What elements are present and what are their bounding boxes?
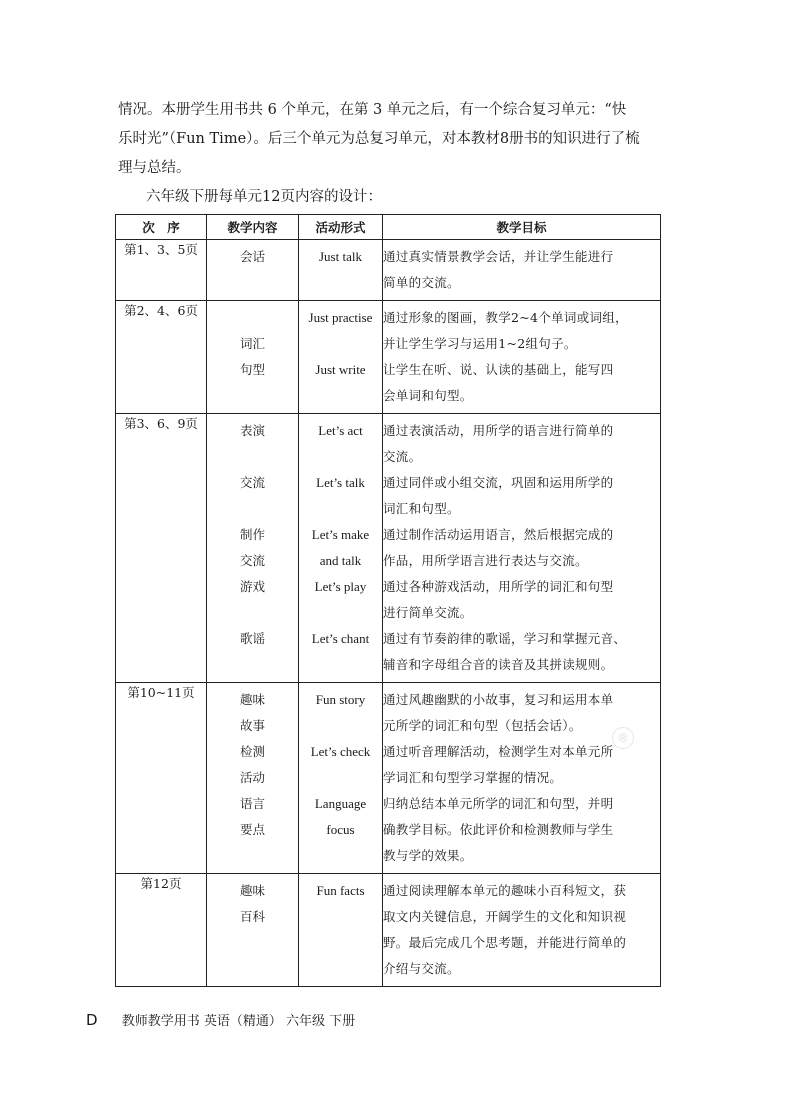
table-header-row bbox=[116, 215, 661, 240]
intro-line: 理与总结。 bbox=[118, 160, 191, 176]
row-goal-line: 让学生在听、说、认读的基础上，能写四 bbox=[383, 362, 614, 377]
row-activity-line: Let’s chant bbox=[311, 631, 370, 646]
row-activity-line: Fun story bbox=[315, 692, 366, 707]
row-activity-line: and talk bbox=[319, 553, 362, 568]
row-activity-line bbox=[299, 956, 382, 982]
row-content-line bbox=[207, 444, 298, 470]
row-activity-line bbox=[299, 496, 382, 522]
unit-design-table bbox=[115, 214, 661, 987]
row-content-line bbox=[207, 843, 298, 869]
row-activity bbox=[299, 874, 383, 987]
intro-line: 乐时光”（Fun Time）。后三个单元为总复习单元，对本教材8册书的知识进行了梳 bbox=[118, 131, 640, 147]
row-content bbox=[207, 683, 299, 874]
row-content-line: 交流 bbox=[239, 475, 265, 490]
row-content bbox=[207, 301, 299, 414]
row-goal-line: 通过真实情景教学会话，并让学生能进行 bbox=[383, 249, 614, 264]
row-sequence: 第1、3、5页 bbox=[116, 240, 207, 301]
row-goal-line: 词汇和句型。 bbox=[383, 501, 460, 516]
row-goal-line: 通过阅读理解本单元的趣味小百科短文，获 bbox=[383, 883, 627, 898]
row-activity-line: Let’s play bbox=[314, 579, 367, 594]
header-activity: 活动形式 bbox=[299, 215, 383, 240]
row-goal-line: 教与学的效果。 bbox=[383, 848, 473, 863]
row-sequence: 第10~11页 bbox=[116, 683, 207, 874]
row-content-line: 制作 bbox=[239, 527, 265, 542]
row-content bbox=[207, 874, 299, 987]
row-sequence: 第12页 bbox=[116, 874, 207, 987]
row-goal-line: 学词汇和句型学习掌握的情况。 bbox=[383, 770, 563, 785]
row-content-line: 表演 bbox=[239, 423, 265, 438]
row-content-line bbox=[207, 600, 298, 626]
row-goal bbox=[383, 874, 661, 987]
row-goal-line: 通过制作活动运用语言，然后根据完成的 bbox=[383, 527, 614, 542]
book-title: 教师教学用书 英语（精通） 六年级 下册 bbox=[121, 1014, 356, 1029]
row-goal-line: 通过听音理解活动，检测学生对本单元所 bbox=[383, 744, 614, 759]
row-content-line: 要点 bbox=[239, 822, 265, 837]
row-goal-line: 通过形象的图画，教学2~4个单词或词组， bbox=[383, 310, 628, 325]
row-goal-line: 介绍与交流。 bbox=[383, 961, 460, 976]
row-content-line: 歌谣 bbox=[239, 631, 265, 646]
row-goal-line: 通过表演活动，用所学的语言进行简单的 bbox=[383, 423, 614, 438]
table-row bbox=[116, 683, 661, 874]
row-activity-line: Language bbox=[314, 796, 367, 811]
row-activity-line: Let’s act bbox=[318, 423, 363, 438]
row-content-line: 百科 bbox=[239, 909, 265, 924]
row-content-line bbox=[207, 270, 298, 296]
row-activity bbox=[299, 240, 383, 301]
row-content-line bbox=[207, 305, 298, 331]
page-mark: D bbox=[86, 1011, 98, 1029]
row-goal-line: 通过风趣幽默的小故事，复习和运用本单 bbox=[383, 692, 614, 707]
row-sequence: 第3、6、9页 bbox=[116, 414, 207, 683]
row-activity-line bbox=[299, 713, 382, 739]
header-goals: 教学目标 bbox=[383, 215, 661, 240]
row-content-line: 语言 bbox=[239, 796, 265, 811]
row-activity-line bbox=[299, 843, 382, 869]
table-row bbox=[116, 240, 661, 301]
row-activity-line bbox=[299, 600, 382, 626]
row-activity-line: Just practise bbox=[308, 310, 373, 325]
row-goal-line: 通过有节奏韵律的歌谣，学习和掌握元音、 bbox=[383, 631, 627, 646]
row-goal-line: 会单词和句型。 bbox=[383, 388, 473, 403]
row-content-line: 交流 bbox=[239, 553, 265, 568]
row-sequence: 第2、4、6页 bbox=[116, 301, 207, 414]
row-content-line: 故事 bbox=[239, 718, 265, 733]
row-activity-line: Fun facts bbox=[316, 883, 365, 898]
watermark-registered-mark: ® bbox=[612, 727, 634, 749]
intro-line: 情况。本册学生用书共 6 个单元，在第 3 单元之后，有一个综合复习单元：“快 bbox=[118, 102, 627, 118]
row-goal-line: 交流。 bbox=[383, 449, 422, 464]
row-content-line bbox=[207, 956, 298, 982]
row-goal-line: 归纳总结本单元所学的词汇和句型，并明 bbox=[383, 796, 614, 811]
row-goal-line: 取文内关键信息，开阔学生的文化和知识视 bbox=[383, 909, 627, 924]
row-goal-line: 辅音和字母组合音的读音及其拼读规则。 bbox=[383, 657, 614, 672]
row-content-line: 词汇 bbox=[239, 336, 265, 351]
row-activity-line bbox=[299, 444, 382, 470]
table-caption: 六年级下册每单元12页内容的设计： bbox=[146, 189, 382, 205]
row-goal bbox=[383, 683, 661, 874]
row-activity bbox=[299, 683, 383, 874]
row-content-line: 游戏 bbox=[239, 579, 265, 594]
row-activity-line bbox=[299, 652, 382, 678]
row-content bbox=[207, 414, 299, 683]
header-content: 教学内容 bbox=[207, 215, 299, 240]
row-goal bbox=[383, 301, 661, 414]
row-content-line bbox=[207, 652, 298, 678]
row-content-line: 句型 bbox=[239, 362, 265, 377]
row-activity-line: Just talk bbox=[319, 249, 362, 264]
row-activity-line bbox=[299, 270, 382, 296]
row-content-line bbox=[207, 383, 298, 409]
row-activity-line: Let’s make bbox=[311, 527, 370, 542]
row-activity-line bbox=[299, 765, 382, 791]
row-goal-line: 通过同伴或小组交流，巩固和运用所学的 bbox=[383, 475, 614, 490]
row-content-line: 检测 bbox=[239, 744, 265, 759]
row-goal bbox=[383, 240, 661, 301]
page-footer bbox=[86, 1010, 355, 1029]
row-goal-line: 进行简单交流。 bbox=[383, 605, 473, 620]
row-activity-line bbox=[299, 331, 382, 357]
row-goal-line: 作品，用所学语言进行表达与交流。 bbox=[383, 553, 588, 568]
row-activity-line: Let’s check bbox=[310, 744, 371, 759]
table-row bbox=[116, 301, 661, 414]
table-row bbox=[116, 414, 661, 683]
row-content bbox=[207, 240, 299, 301]
row-content-line: 会话 bbox=[239, 249, 265, 264]
row-content-line: 趣味 bbox=[239, 883, 265, 898]
row-content-line bbox=[207, 496, 298, 522]
row-content-line bbox=[207, 930, 298, 956]
row-activity-line: Just write bbox=[315, 362, 366, 377]
row-content-line: 趣味 bbox=[239, 692, 265, 707]
row-activity bbox=[299, 301, 383, 414]
row-goal-line: 野。最后完成几个思考题，并能进行简单的 bbox=[383, 935, 627, 950]
row-activity-line: Let’s talk bbox=[316, 475, 365, 490]
row-activity bbox=[299, 414, 383, 683]
row-goal bbox=[383, 414, 661, 683]
row-activity-line bbox=[299, 383, 382, 409]
row-goal-line: 确教学目标。依此评价和检测教师与学生 bbox=[383, 822, 614, 837]
table-body bbox=[116, 240, 661, 987]
intro-paragraph bbox=[118, 96, 663, 183]
row-activity-line: focus bbox=[326, 822, 355, 837]
row-content-line: 活动 bbox=[239, 770, 265, 785]
table-row bbox=[116, 874, 661, 987]
row-activity-line bbox=[299, 930, 382, 956]
row-goal-line: 通过各种游戏活动，用所学的词汇和句型 bbox=[383, 579, 614, 594]
row-activity-line bbox=[299, 904, 382, 930]
row-goal-line: 并让学生学习与运用1~2组句子。 bbox=[383, 336, 577, 351]
header-sequence: 次 序 bbox=[116, 215, 207, 240]
row-goal-line: 元所学的词汇和句型（包括会话）。 bbox=[383, 718, 582, 733]
row-goal-line: 简单的交流。 bbox=[383, 275, 460, 290]
